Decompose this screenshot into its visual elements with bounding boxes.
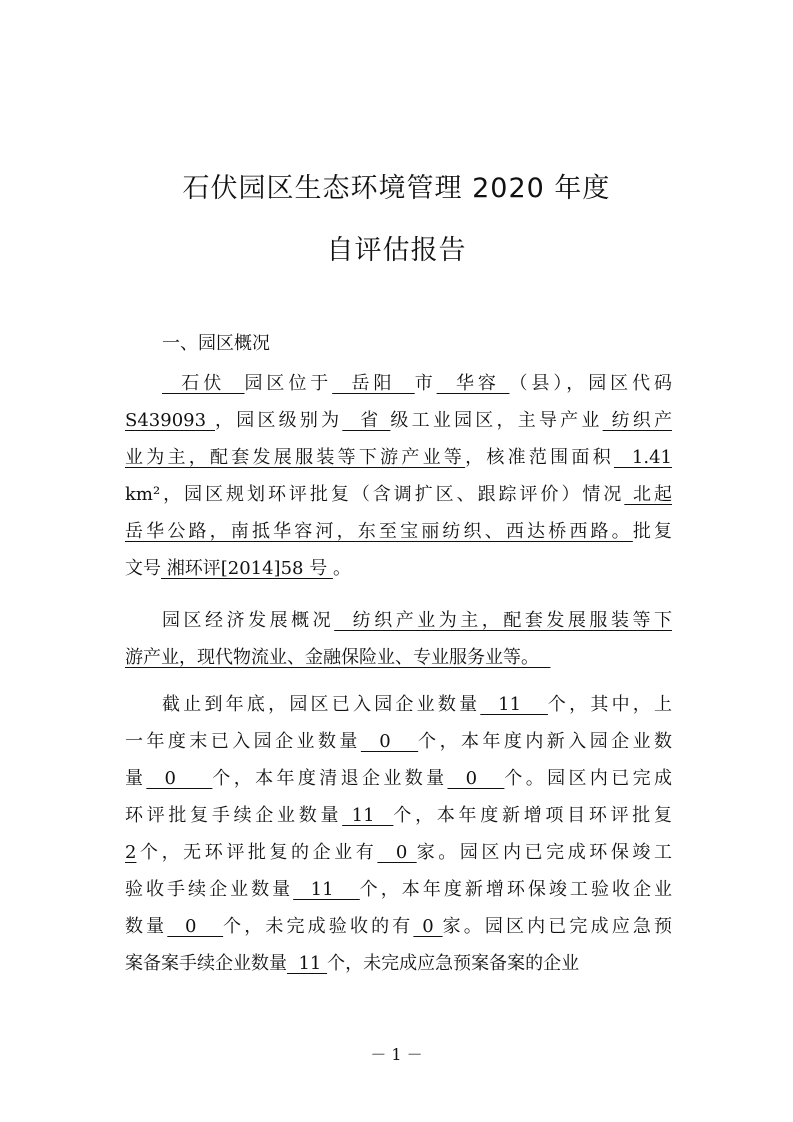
filled-blank: 华容 (436, 373, 510, 394)
paragraph-line (125, 952, 672, 976)
text-segment: 数量 (125, 916, 168, 937)
text-segment: 个，本年度内新入园企业数 (418, 731, 673, 752)
filled-blank: 岳阳 (332, 373, 415, 394)
text-segment: 园区位于 (244, 373, 333, 394)
section-heading: 一、园区概况 (162, 333, 270, 354)
text-segment: 个，未完成应急预案备案的企业 (327, 953, 580, 974)
text-segment: 个。园区内已完成 (504, 768, 673, 789)
paragraph-line (162, 609, 672, 633)
paragraph-line (125, 409, 672, 433)
filled-blank: S439093 (125, 410, 215, 431)
text-segment: 个，无环评批复的企业有 (136, 842, 378, 863)
filled-blank: 0 (146, 768, 213, 789)
filled-blank: 0 (413, 916, 443, 937)
text-segment: 一年度末已入园企业数量 (125, 731, 361, 752)
paragraph-line (125, 646, 672, 670)
document-title-line-2: 自评估报告 (326, 235, 467, 266)
filled-blank: 湘环评[2014]58 号 (161, 558, 333, 579)
paragraph-line (125, 804, 672, 828)
filled-blank: 11 (342, 805, 394, 826)
text-segment: 个，未完成验收的有 (223, 916, 414, 937)
paragraph-line (125, 483, 672, 507)
filled-blank: 岳华公路，南抵华容河，东至宝丽纺织、西达桥西路。 (125, 521, 633, 542)
text-segment: 个，本年度新增项目环评批复 (393, 805, 673, 826)
text-segment: 环评批复手续企业数量 (125, 805, 343, 826)
text-segment: 验收手续企业数量 (125, 879, 294, 900)
text-segment: 个，本年度清退企业数量 (212, 768, 448, 789)
filled-blank: 11 (287, 953, 328, 974)
filled-blank: 省 (342, 410, 391, 431)
text-segment: 家。园区内已完成环保竣工 (416, 842, 672, 863)
text-segment: 截止到年底，园区已入园企业数量 (162, 694, 481, 715)
text-segment: 家。园区内已完成应急预 (442, 916, 673, 937)
filled-blank: 0 (167, 916, 224, 937)
text-segment: 个，其中，上 (547, 694, 673, 715)
filled-blank: 0 (360, 731, 419, 752)
filled-blank: 业为主，配套发展服装等下游产业等 (125, 447, 466, 468)
text-segment: ，园区级别为 (215, 410, 343, 431)
text-segment: 级工业园区，主导产业 (390, 410, 603, 431)
text-segment: （县），园区代码 (509, 373, 672, 394)
text-segment: ，核准范围面积 (465, 447, 614, 468)
page-number: － 1 － (370, 1045, 423, 1064)
filled-blank: 11 (480, 694, 548, 715)
filled-blank: 纺织产业为主，配套发展服装等下 (334, 610, 672, 631)
paragraph-line (125, 557, 672, 581)
text-segment: 市 (414, 373, 437, 394)
text-segment: 。 (332, 558, 351, 579)
filled-blank: 石伏 (162, 373, 245, 394)
filled-blank: 0 (447, 768, 505, 789)
text-segment: 案备案手续企业数量 (125, 953, 287, 974)
text-segment: 文号 (125, 558, 161, 579)
filled-blank: 北起 (624, 484, 672, 505)
text-segment: 量 (125, 768, 147, 789)
paragraph-line (125, 730, 672, 754)
filled-blank: 0 (377, 842, 417, 863)
paragraph-line (162, 372, 672, 396)
paragraph-line (125, 841, 672, 865)
text-segment: 个，本年度新增环保竣工验收企业 (359, 879, 673, 900)
paragraph-line (125, 878, 672, 902)
filled-blank: 游产业，现代物流业、金融保险业、专业服务业等。 (125, 647, 551, 668)
filled-blank: 1.41 (613, 447, 672, 468)
filled-blank: 11 (293, 879, 360, 900)
text-segment: km²，园区规划环评批复（含调扩区、跟踪评价）情况 (125, 484, 625, 505)
paragraph-line (125, 767, 672, 791)
text-segment: 批复 (632, 521, 673, 542)
text-segment: 园区经济发展概况 (162, 610, 335, 631)
paragraph-line (125, 915, 672, 939)
paragraph-line (125, 520, 672, 544)
document-title-line-1: 石伏园区生态环境管理 2020 年度 (182, 173, 611, 204)
filled-blank: 2 (125, 842, 137, 863)
paragraph-line (125, 446, 672, 470)
paragraph-line (162, 693, 672, 717)
filled-blank: 纺织产 (602, 410, 673, 431)
